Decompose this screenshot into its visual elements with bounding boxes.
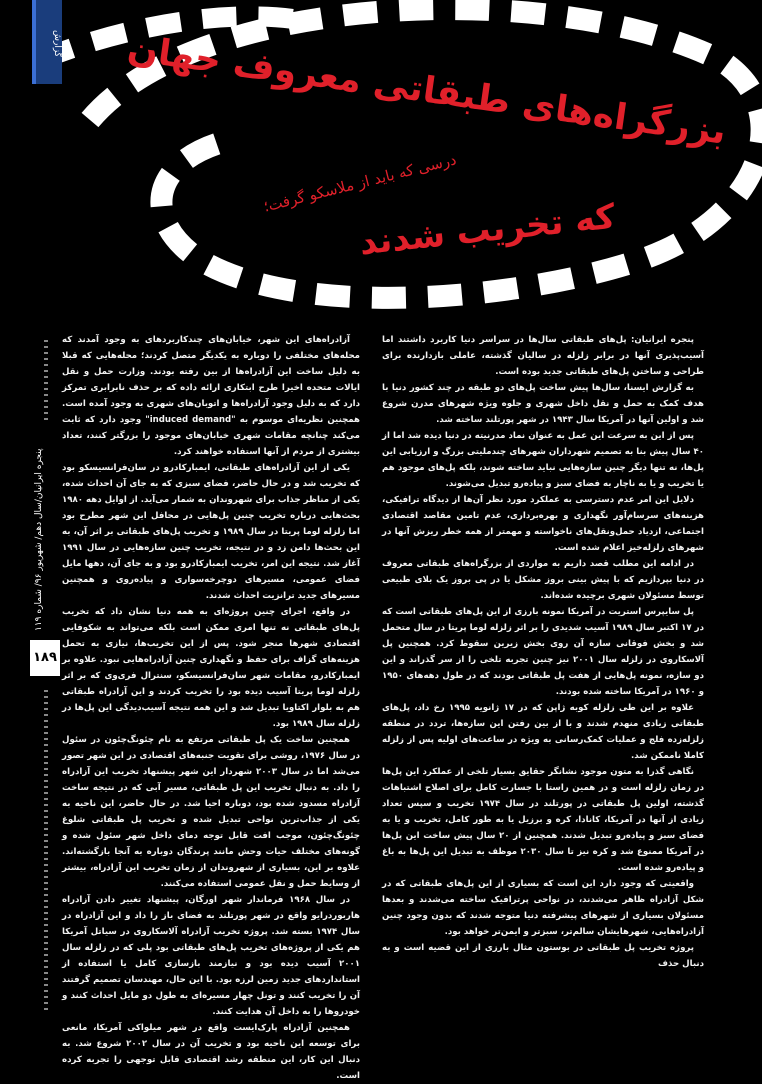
headline-line-1: بزرگراه‌های طبقاتی معروف جهان	[125, 28, 729, 153]
paragraph: همچنین ساخت یک پل طبقاتی مرتفع به نام چئونگ‌چئون در سئول در سال ۱۹۷۶، روشی برای تقویت جنبه‌های اقتصادی در این شهر تصور می‌شد اما در سال ۲۰۰۳ شهردار این شهر پیشنهاد تخریب این آزادراه را داد. به دنبال تخریب این پل طبقاتی، مسیر آبی که در نتیجه ساخت آزادراه مسدود شده بود، دوباره احیا شد. در حال حاضر، این ناحیه به یکی از جذاب‌ترین نواحی تبدیل شده و تخریب پل طبقاتی شلوغ چئونگ‌چئون، موجب افت قابل توجه دمای داخل شهر سئول شده و گونه‌های مختلف حیات وحش مانند پرندگان دوباره به آنجا بازگشته‌اند. علاوه بر این، بسیاری از شهروندان از زمان تخریب این آزادراه، بیشتر از وسایط حمل و نقل عمومی استفاده می‌کنند.	[62, 735, 360, 889]
magazine-info: پنجره ایرانیان/سال دهم/ شهریور ۹۶/ شماره ۱۱۹	[34, 448, 44, 632]
paragraph: در ادامه این مطلب قصد داریم به مواردی از بزرگراه‌های طبقاتی معروف در دنیا بپردازیم که با پیش بینی بروز مشکل یا در پی بروز یک بلای طبیعی توسط مسئولان شهری برچیده شده‌اند.	[382, 559, 704, 601]
paragraph: در سال ۱۹۶۸ فرماندار شهر اورگان، پیشنهاد تغییر دادن آزادراه هاربوردرایو واقع در شهر پورتلند به فضای باز را داد و این آزادراه در سال ۱۹۷۴ بسته شد. پروژه تخریب آزادراه آلاسکاروی در سیاتل آمریکا هم یکی از پروژه‌های تخریب پل‌های طبقاتی بود پلی که در زلزله سال ۲۰۰۱ آسیب دیده بود و نیازمند بازسازی کامل یا استفاده از استانداردهای جدید زمین لرزه بود. با این حال، مهندسان تصمیم گرفتند آن را تخریب کنند و تونل چهار مسیره‌ای به طول دو مایل احداث کنند و خودروها را به داخل آن هدایت کنند.	[62, 895, 360, 1017]
paragraph: علاوه بر این طی زلزله کوبه ژاپن که در ۱۷ ژانویه ۱۹۹۵ رخ داد، پل‌های طبقاتی زیادی منهدم شدند و با از بین رفتن این سازه‌ها، تردد در منطقه زلزله‌زده فلج و عملیات کمک‌رسانی به ویژه در ساعت‌های اولیه پس از زلزله کاملا ناممکن شد.	[382, 703, 704, 761]
dotted-rule-top	[44, 340, 48, 420]
paragraph: پروژه تخریب پل طبقاتی در بوستون مثال بارزی از این قضیه است و به دنبال حذف	[382, 943, 704, 969]
paragraph: به گزارش ایسنا، سال‌ها پیش ساخت پل‌های دو طبقه در چند کشور دنیا با هدف کمک به حمل و نقل داخل شهری و جلوه ویژه شهرهای مدرن شروع شد و اولین آنها در آمریکا سال ۱۹۴۳ در شهر پورتلند ساخته شد.	[382, 383, 704, 425]
dotted-rule-bottom	[44, 690, 48, 1010]
page-number: ۱۸۹	[30, 640, 60, 676]
paragraph: دلایل این امر عدم دسترسی به عملکرد مورد نظر آن‌ها از دیدگاه ترافیکی، هزینه‌های سرسام‌آور نگهداری و بهره‌برداری، عدم تامین مقاصد اقتصادی اجتماعی، ازدیاد حمل‌ونقل‌های ناخواسته و مهمتر از همه خطر ریزش آنها در شهرهای زلزله‌خیز اعلام شده است.	[382, 495, 704, 553]
paragraph: در واقع، اجرای چنین پروژه‌ای به همه دنیا نشان داد که تخریب پل‌های طبقاتی نه تنها امری ممکن است بلکه می‌تواند به شکوفایی اقتصادی شهرها منجر شود. پس از این تخریب‌ها، نیازی به تحمل هزینه‌های گزاف برای حفظ و نگهداری چنین آزادراه‌هایی نبود. علاوه بر ایمبارکادرو، مقامات شهر سان‌فرانسیسکو، سنترال فری‌وی که بر اثر زلزله لوما پریتا آسیب دیده بود را تخریب کردند و این آزادراه طبقاتی هم به بلوار اکتاویا تبدیل شد و این همه نتیجه آسیب‌دیدگی این پل‌ها در زلزله سال ۱۹۸۹ بود.	[62, 607, 360, 729]
article-column-right	[382, 332, 704, 972]
paragraph: پس از این به سرعت این عمل به عنوان نماد مدرنیته در دنیا دیده شد اما از ۴۰ سال پیش بنا به تصمیم شهرداران شهرهای چندملیتی بزرگ و ارزیابی این پل‌ها، نه تنها دیگر چنین سازه‌هایی نباید ساخته شوند، بلکه پل‌های موجود هم یا تخریب و یا به ناچار به فضای سبز و پیاده‌رو تبدیل می‌شوند.	[382, 431, 704, 489]
headline-block	[125, 28, 729, 322]
paragraph: آزادراه‌های این شهر، خیابان‌های چندکاربردهای به وجود آمدند که محله‌های مختلفی را دوباره به یکدیگر متصل کردند؛ محله‌هایی که قبلا به دلیل ساخت این آزادراه‌ها از بین رفته بودند. وزارت حمل و نقل ایالات متحده اخیرا طرح ابتکاری ارائه داده که بر حذف نابرابری تمرکز دارد که به دلیل وجود آزادراه‌ها و اتوبان‌های شهری به وجود آمده است. همچنین نظریه‌ای موسوم به "induced demand" وجود دارد که ثابت می‌کند چنانچه مقامات شهری خیابان‌های موجود را بزرگتر کنند، تعداد بیشتری از مردم از آنها استفاده خواهند کرد.	[62, 335, 360, 457]
paragraph: پل سایپرس استریت در آمریکا نمونه بارزی از این پل‌های طبقاتی است که در ۱۷ اکتبر سال ۱۹۸۹ آسیب شدیدی را بر اثر زلزله لوما پریتا در سال متحمل شد و بخش فوقانی سازه آن روی بخش زیرین سقوط کرد. همچنین پل آلاسکاروی در زلزله سال ۲۰۰۱ نیز چنین تجربه تلخی را از سر گذراند و این دو سازه، نمونه پل‌هایی از هفت پل طبقاتی بودند که در طول دهه‌های ۱۹۵۰ و ۱۹۶۰ در آمریکا ساخته شده بودند.	[382, 607, 704, 697]
paragraph: پنجره ایرانیان: پل‌های طبقاتی سال‌ها در سراسر دنیا کاربرد داشتند اما آسیب‌پذیری آنها در برابر زلزله در سالیان گذشته، عاملی بازدارنده برای طراحی و ساختن پل‌های طبقاتی جدید بوده است.	[382, 335, 704, 377]
paragraph: همچنین آزادراه پارک‌ایست واقع در شهر میلواکی آمریکا، مانعی برای توسعه این ناحیه بود و تخریب آن در سال ۲۰۰۲ شروع شد. به دنبال این کار، این منطقه رشد اقتصادی قابل توجهی را تجربه کرده است.	[62, 1023, 360, 1081]
section-label: گزارش	[52, 30, 62, 58]
paragraph: یکی از این آزادراه‌های طبقاتی، ایمبارکادرو در سان‌فرانسیسکو بود که تخریب شد و در حال حاضر، فضای سبزی که به جای آن احداث شده، یکی از مناظر جذاب برای شهروندان به شمار می‌آید. از اوایل دهه ۱۹۸۰ بحث‌هایی درباره تخریب چنین پل‌هایی در محافل این شهر مطرح بود اما زلزله لوما پریتا در سال ۱۹۸۹ و تخریب پل‌های طبقاتی بر اثر آن، به این بحث‌ها دامن زد و در نتیجه، تخریب چنین سازه‌هایی در سال ۱۹۹۱ آغاز شد. نتیجه این امر، تخریب ایمبارکادرو بود و به جای آن، دهها مایل فضای عمومی، مسیرهای دوچرخه‌سواری و پیاده‌روی و همچنین مسیرهای جدید ترانزیت احداث شدند.	[62, 463, 360, 601]
paragraph: واقعیتی که وجود دارد این است که بسیاری از این پل‌های طبقاتی که در شکل آزادراه ظاهر می‌شدند، در نواحی پرترافیک ساخته می‌شدند و بعدها مسئولان بسیاری از شهرهای پیشرفته دنیا متوجه شدند که بدون وجود چنین آزادراه‌هایی، شهرهایشان سالم‌تر، سبزتر و ایمن‌تر خواهد بود.	[382, 879, 704, 937]
section-tab	[32, 0, 62, 84]
headline-kicker: درسی که باید از ملاسکو گرفت؛	[261, 150, 459, 216]
headline-line-2: که تخریب شدند	[357, 196, 618, 264]
paragraph: نگاهی گذرا به متون موجود نشانگر حقایق بسیار تلخی از عملکرد این پل‌ها در زمان زلزله است و در همین راستا با جسارت کامل برای اصلاح اشتباهات گذشته، اولین پل طبقاتی در پورتلند در سال ۱۹۷۴ تخریب و سپس تعداد زیادی از آنها در آمریکا، کانادا، کره و برزیل یا به طور کامل، تخریب و یا به فضای سبز و پیاده‌رو تبدیل شدند. همچنین از ۲۰ سال پیش ساخت این پل‌ها در آمریکا ممنوع شد و کره نیز تا سال ۲۰۳۰ موظف به تبدیل این پل‌ها به باغ و پیاده‌رو شده است.	[382, 767, 705, 873]
article-column-left	[62, 332, 360, 1084]
